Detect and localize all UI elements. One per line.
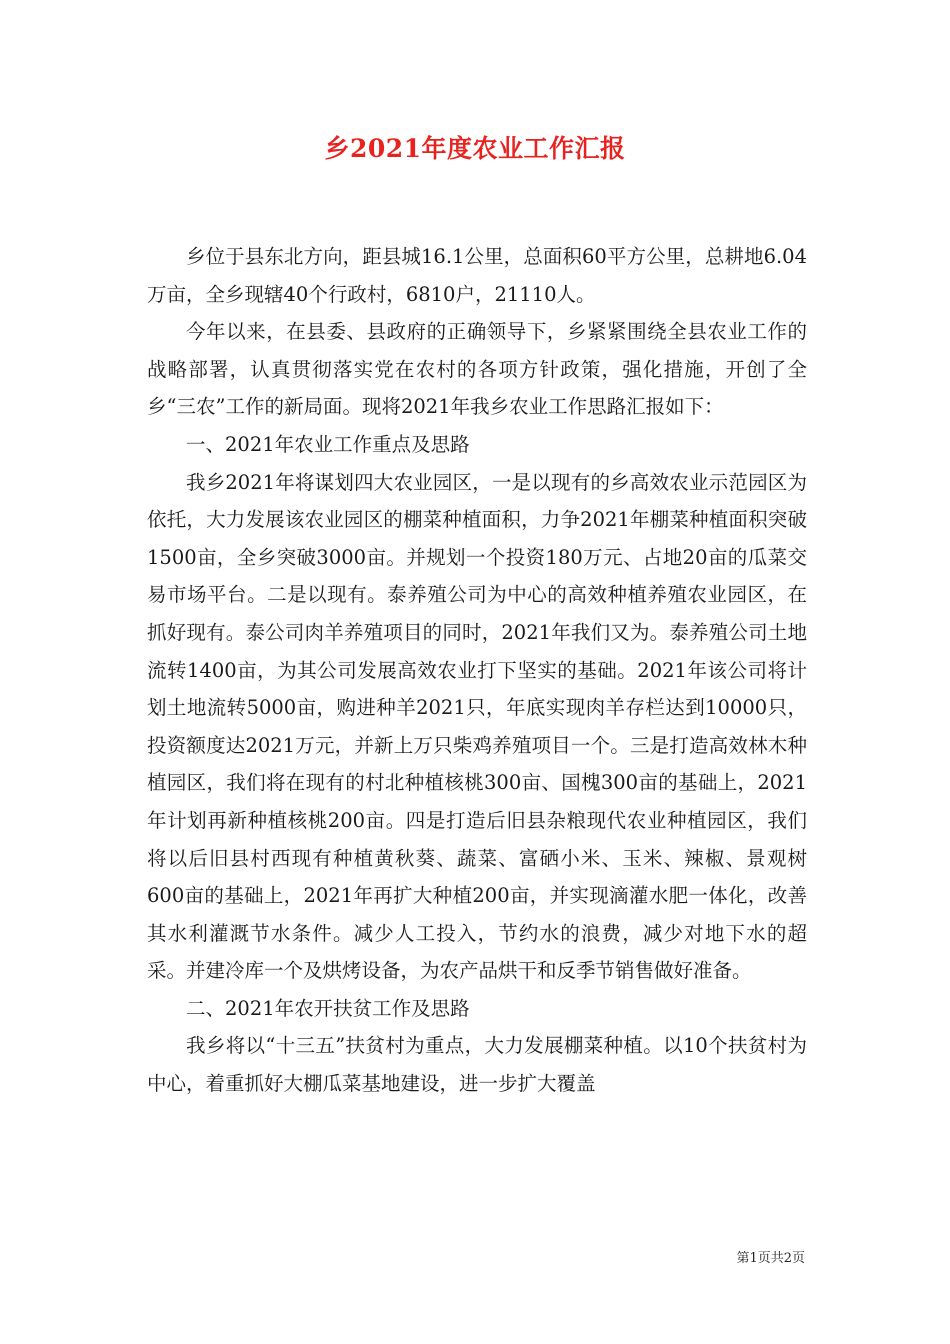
- paragraph-overview: 今年以来，在县委、县政府的正确领导下，乡紧紧围绕全县农业工作的战略部署，认真贯彻落实党在农村的各项方针政策，强化措施，开创了全乡“三农”工作的新局面。现将2021年我乡农业工作思路汇报如下：: [147, 320, 807, 419]
- paragraph-section-2: 我乡将以“十三五”扶贫村为重点，大力发展棚菜种植。以10个扶贫村为中心，着重抓好大棚瓜菜基地建设，进一步扩大覆盖: [147, 1034, 807, 1096]
- section-heading-2: 二、2021年农开扶贫工作及思路: [186, 996, 470, 1020]
- document-body: [147, 238, 807, 1103]
- document-title: 乡2021年度农业工作汇报: [324, 134, 626, 163]
- page-number: 第1页共2页: [736, 1251, 805, 1266]
- section-heading-1: 一、2021年农业工作重点及思路: [186, 432, 470, 456]
- paragraph-intro: 乡位于县东北方向，距县城16.1公里，总面积60平方公里，总耕地6.04万亩，全乡现辖40个行政村，6810户，21110人。: [147, 245, 807, 306]
- paragraph-section-1: 我乡2021年将谋划四大农业园区，一是以现有的乡高效农业示范园区为依托，大力发展该农业园区的棚菜种植面积，力争2021年棚菜种植面积突破1500亩，全乡突破3000亩。并规划一个投资180万元、占地20亩的瓜菜交易市场平台。二是以现有。泰养殖公司为中心的高效种植养殖农业园区，在抓好现有。泰公司肉羊养殖项目的同时，2021年我们又为。泰养殖公司土地流转1400亩，为其公司发展高效农业打下坚实的基础。2021年该公司将计划土地流转5000亩，购进种羊2021只，年底实现肉羊存栏达到10000只，投资额度达2021万元，并新上万只柴鸡养殖项目一个。三是打造高效林木种植园区，我们将在现有的村北种植核桃300亩、国槐300亩的基础上，2021年计划再新种植核桃200亩。四是打造后旧县杂粮现代农业种植园区，我们将以后旧县村西现有种植黄秋葵、蔬菜、富硒小米、玉米、辣椒、景观树600亩的基础上，2021年再扩大种植200亩，并实现滴灌水肥一体化，改善其水利灌溉节水条件。减少人工投入，节约水的浪费，减少对地下水的超采。并建冷库一个及烘烤设备，为农产品烘干和反季节销售做好准备。: [147, 470, 807, 983]
